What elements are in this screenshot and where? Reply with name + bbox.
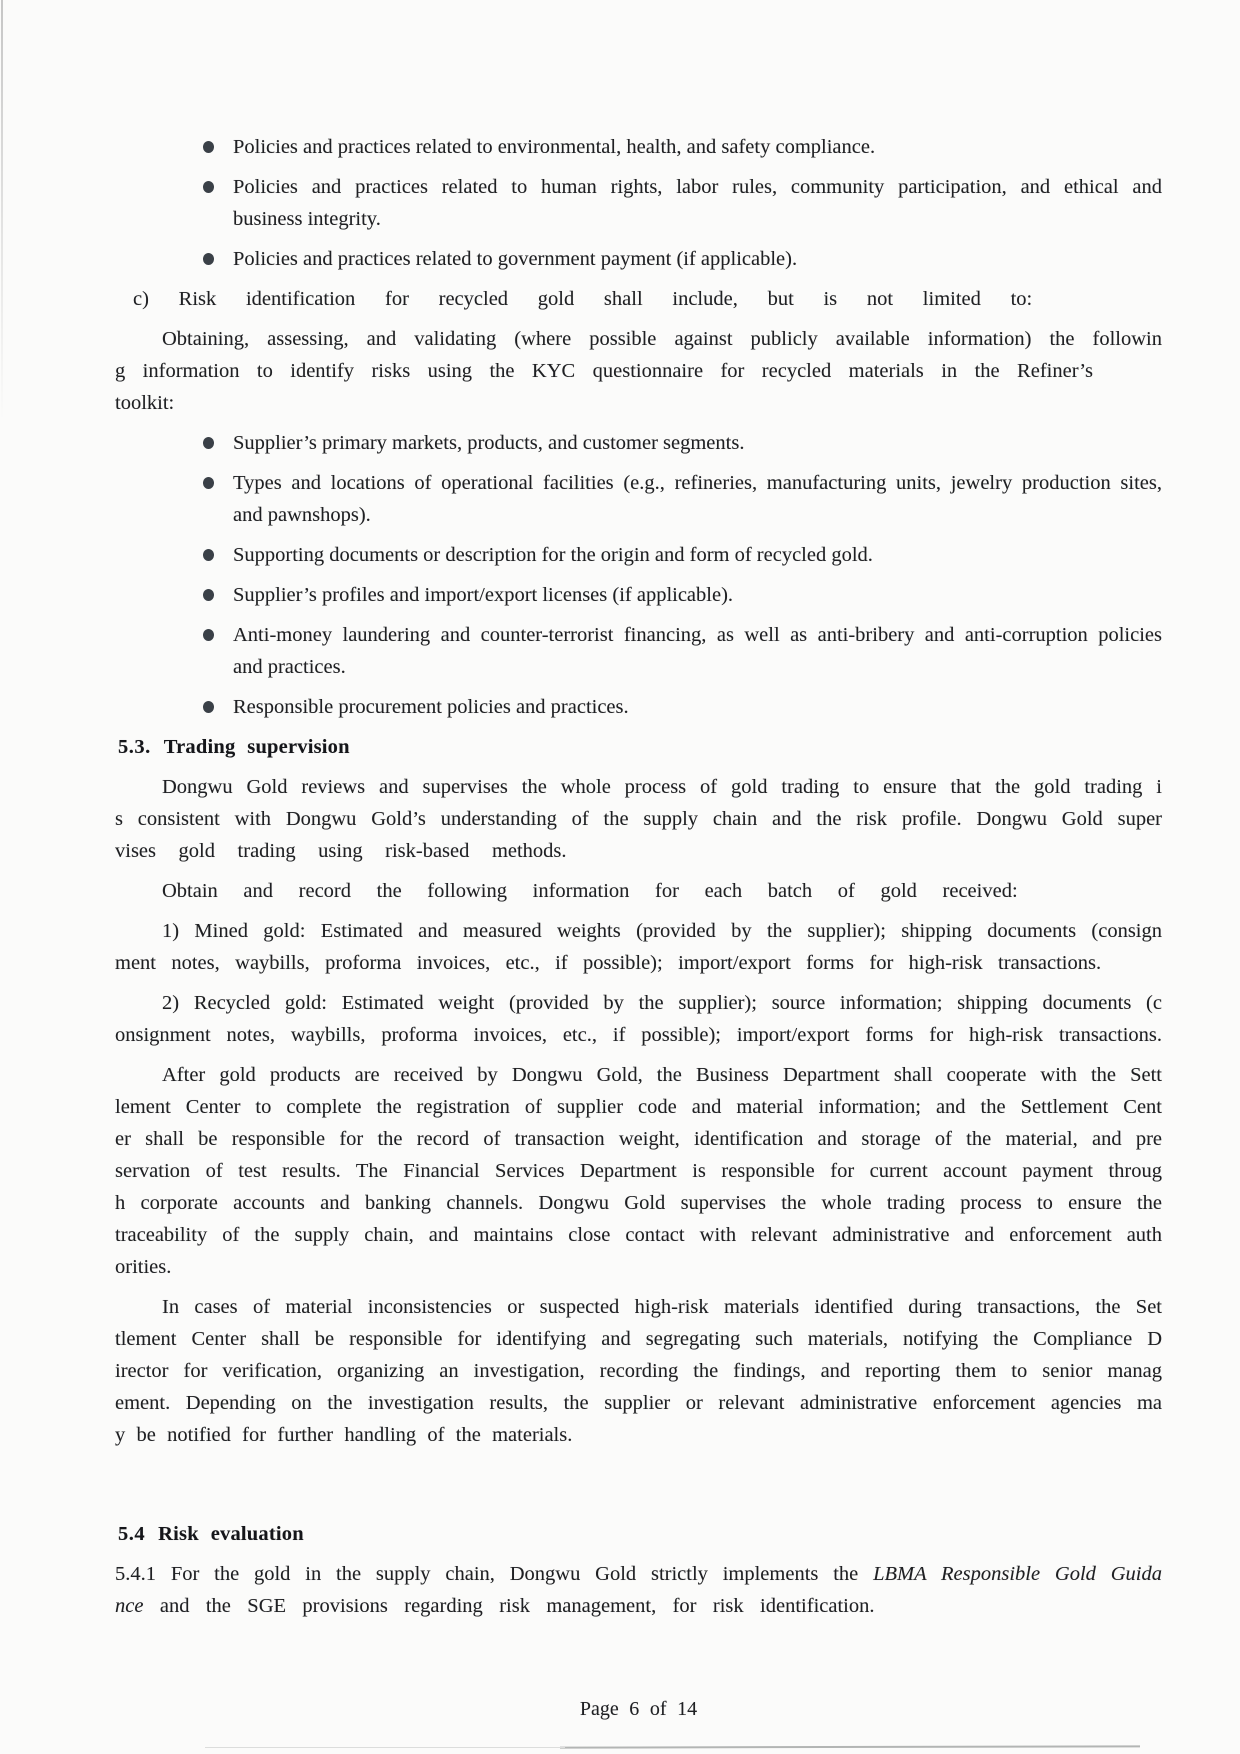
paragraph: [115, 1558, 1162, 1622]
text-line: servation of test results. The Financial Services Department is responsible for current account payment throug: [115, 1160, 1162, 1182]
paragraph: [115, 1291, 1162, 1451]
bullet-item: [115, 243, 1162, 275]
bullet-icon: [203, 589, 214, 601]
text-line: s consistent with Dongwu Gold’s understanding of the supply chain and the risk profile. Dongwu Gold super: [115, 808, 1162, 830]
bullet-text: [233, 691, 1162, 723]
text-line: In cases of material inconsistencies or suspected high-risk materials identified during transactions, the Set: [162, 1296, 1162, 1318]
text-line: Types and locations of operational facilities (e.g., refineries, manufacturing units, jewelry production sites,: [233, 472, 1162, 494]
bullet-icon: [203, 437, 214, 449]
bullet-text: [233, 539, 1162, 571]
paragraph: [115, 771, 1162, 867]
bullet-item: [115, 539, 1162, 571]
text-line: tlement Center shall be responsible for identifying and segregating such materials, notifying the Compliance D: [115, 1328, 1162, 1350]
text-line: c) Risk identification for recycled gold shall include, but is not limited to:: [133, 288, 1033, 310]
scan-artifact-bottom-line-faint: [205, 1747, 565, 1748]
paragraph: [115, 323, 1162, 419]
text-line: and pawnshops).: [233, 504, 371, 526]
section-heading: [115, 731, 1162, 763]
paragraph: [115, 987, 1162, 1051]
text-line: Responsible procurement policies and practices.: [233, 696, 629, 718]
bullet-icon: [203, 181, 214, 193]
scan-artifact-bottom-line: [560, 1745, 1140, 1748]
text-segment: 5.4.1 For the gold in the supply chain, Dongwu Gold strictly implements the: [115, 1563, 874, 1585]
page-number: Page 6 of 14: [579, 1698, 698, 1720]
bullet-text: [233, 171, 1162, 235]
text-line: Supplier’s profiles and import/export licenses (if applicable).: [233, 584, 734, 606]
bullet-item: [115, 467, 1162, 531]
bullet-text: [233, 131, 1162, 163]
text-line: ment notes, waybills, proforma invoices, etc., if possible); import/export forms for high-risk transactions.: [115, 952, 1102, 974]
heading-text: Trading supervision: [163, 736, 350, 758]
bullet-item: [115, 171, 1162, 235]
text-line: traceability of the supply chain, and maintains close contact with relevant administrative and enforcement auth: [115, 1224, 1162, 1246]
bullet-icon: [203, 701, 214, 713]
text-line: g information to identify risks using the KYC questionnaire for recycled materials in the Refiner’s toolkit:: [115, 360, 1093, 414]
text-line: 2) Recycled gold: Estimated weight (provided by the supplier); source information; shipping documents (c: [162, 992, 1162, 1014]
text-line: lement Center to complete the registration of supplier code and material information; and the Settlement Cent: [115, 1096, 1162, 1118]
text-line: Obtaining, assessing, and validating (where possible against publicly available information) the followin: [162, 328, 1162, 350]
bullet-item: [115, 691, 1162, 723]
text-line: h corporate accounts and banking channels. Dongwu Gold supervises the whole trading process to ensure the: [115, 1192, 1162, 1214]
italic-text-segment: LBMA Responsible Gold Guida: [873, 1563, 1162, 1585]
text-line: vises gold trading using risk-based methods.: [115, 840, 567, 862]
text-line: er shall be responsible for the record of transaction weight, identification and storage of the material, and pre: [115, 1128, 1162, 1150]
text-line: Supplier’s primary markets, products, and customer segments.: [233, 432, 745, 454]
bullet-item: [115, 619, 1162, 683]
text-line: irector for verification, organizing an investigation, recording the findings, and reporting them to senior manag: [115, 1360, 1162, 1382]
text-line: Obtain and record the following information for each batch of gold received:: [162, 880, 1018, 902]
paragraph: [115, 283, 1162, 315]
text-line: Supporting documents or description for the origin and form of recycled gold.: [233, 544, 873, 566]
heading-text: Risk evaluation: [158, 1523, 304, 1545]
text-line: onsignment notes, waybills, proforma invoices, etc., if possible); import/export forms for high-risk transactions.: [115, 1024, 1162, 1046]
heading-number: 5.3.: [118, 736, 151, 758]
bullet-icon: [203, 141, 214, 153]
bullet-item: [115, 579, 1162, 611]
text-line: [115, 1590, 1162, 1622]
bullet-text: [233, 243, 1162, 275]
paragraph: [115, 1059, 1162, 1283]
scan-artifact-left-edge: [1, 0, 3, 420]
text-line: Anti-money laundering and counter-terrorist financing, as well as anti-bribery and anti-corruption policies: [233, 624, 1162, 646]
text-segment: and the SGE provisions regarding risk management, for risk identification.: [143, 1595, 875, 1617]
section-heading: [115, 1518, 1162, 1550]
bullet-icon: [203, 549, 214, 561]
paragraph: [115, 915, 1162, 979]
text-line: orities.: [115, 1256, 172, 1278]
text-line: y be notified for further handling of the materials.: [115, 1424, 573, 1446]
text-line: and practices.: [233, 656, 346, 678]
italic-text-segment: nce: [115, 1595, 144, 1617]
document-content: [115, 0, 1162, 1725]
bullet-item: [115, 131, 1162, 163]
paragraph: [115, 875, 1162, 907]
text-line: Policies and practices related to human rights, labor rules, community participation, and ethical and: [233, 176, 1162, 198]
text-line: Policies and practices related to environmental, health, and safety compliance.: [233, 136, 876, 158]
text-line: ement. Depending on the investigation results, the supplier or relevant administrative enforcement agencies ma: [115, 1392, 1162, 1414]
heading-number: 5.4: [118, 1523, 146, 1545]
bullet-text: [233, 427, 1162, 459]
bullet-text: [233, 579, 1162, 611]
text-line: 1) Mined gold: Estimated and measured weights (provided by the supplier); shipping documents (consign: [162, 920, 1162, 942]
bullet-icon: [203, 477, 214, 489]
text-line: Policies and practices related to government payment (if applicable).: [233, 248, 798, 270]
text-line: [115, 1558, 1162, 1590]
text-line: business integrity.: [233, 208, 381, 230]
text-line: After gold products are received by Dongwu Gold, the Business Department shall cooperate with the Sett: [162, 1064, 1162, 1086]
bullet-text: [233, 467, 1162, 531]
bullet-text: [233, 619, 1162, 683]
text-line: Dongwu Gold reviews and supervises the whole process of gold trading to ensure that the gold trading i: [162, 776, 1162, 798]
bullet-icon: [203, 253, 214, 265]
page-footer: [115, 1693, 1162, 1725]
bullet-item: [115, 427, 1162, 459]
bullet-icon: [203, 629, 214, 641]
